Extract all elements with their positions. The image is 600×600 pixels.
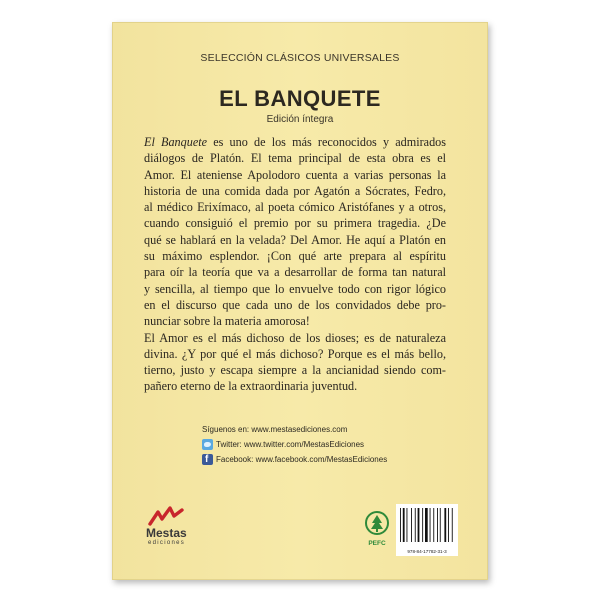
mestas-swoosh-icon	[148, 506, 188, 528]
blurb-p1-line: en el discurso que cada uno de los convidados debe pro-	[144, 297, 446, 312]
pefc-label: PEFC	[368, 540, 386, 547]
barcode-bar	[433, 508, 434, 542]
barcode-bar	[444, 508, 446, 542]
website-text: Síguenos en: www.mestasediciones.com	[202, 425, 348, 434]
blurb-p1-line: El Banquete es uno de los más reconocidos y admirados	[144, 135, 447, 149]
facebook-text: Facebook: www.facebook.com/MestasEdiciones	[216, 455, 388, 464]
barcode-bar	[430, 508, 431, 542]
barcode-bar	[418, 508, 420, 542]
barcode-bar	[407, 508, 408, 542]
book-back-cover	[112, 22, 488, 580]
barcode-bars	[396, 504, 458, 546]
publisher-logo	[146, 506, 206, 556]
blurb-p1-line: y sencilla, al tiempo que lo envuelve todo con rigor lógico	[144, 281, 446, 296]
blurb-p2-line: El Amor es el más dichoso de los dioses; es de naturaleza	[144, 330, 446, 345]
blurb-p2-line: divina. ¿Y por qué el más dichoso? Porque es el más bello,	[144, 346, 446, 361]
blurb-paragraph-2	[144, 330, 446, 395]
twitter-line[interactable]	[202, 437, 387, 452]
publisher-sub: ediciones	[148, 540, 186, 546]
barcode-bar	[400, 508, 401, 542]
blurb-p1-line: nunciar sobre la materia amorosa!	[144, 314, 310, 329]
barcode-bar	[403, 508, 405, 542]
blurb-p1-line: historia de una comida dada por Agatón a Sócrates, Fedro,	[144, 183, 446, 198]
barcode	[396, 504, 458, 556]
twitter-text: Twitter: www.twitter.com/MestasEdiciones	[216, 440, 365, 449]
edition-label: Edición íntegra	[266, 114, 334, 125]
blurb-p1-line: Amor. El ateniense Apolodoro cuenta a varias personas la	[144, 167, 446, 182]
blurb-p1-line: al médico Erixímaco, al poeta cómico Aristófanes y a otros,	[144, 200, 446, 215]
blurb-p1-line: qué se hablará en la velada? Del Amor. He aquí a Platón en	[144, 232, 446, 247]
facebook-icon: f	[202, 454, 213, 465]
barcode-bar	[437, 508, 438, 542]
website-line[interactable]	[202, 422, 387, 437]
blurb-p2-line: pañero eterno de la extraordinaria juventud.	[144, 379, 358, 394]
barcode-bar	[415, 508, 416, 542]
blurb-text	[144, 134, 446, 395]
blurb-italic-title: El Banquete	[144, 135, 208, 149]
blurb-paragraph-1	[144, 134, 446, 330]
series-label: SELECCIÓN CLÁSICOS UNIVERSALES	[200, 52, 400, 64]
barcode-bar	[425, 508, 428, 542]
barcode-bar	[440, 508, 441, 542]
book-title: EL BANQUETE	[219, 86, 381, 111]
publisher-name: Mestas	[146, 526, 187, 540]
facebook-line[interactable]	[202, 452, 387, 467]
pefc-tree-icon	[364, 510, 390, 538]
blurb-p1-line: su máximo esplendor. ¡Con qué arte prepara al espíritu	[144, 249, 446, 264]
blurb-p1-line: cuando consiguió el premio por su primera tragedia. ¿De	[144, 216, 446, 231]
blurb-p1-line: para oír la teoría que va a desarrollar de forma tan natural	[144, 265, 446, 280]
pefc-logo	[364, 510, 390, 552]
blurb-p2-line: tierno, justo y escapa siempre a la ancianidad siendo com-	[144, 363, 446, 378]
twitter-icon	[202, 439, 213, 450]
blurb-p1-line: diálogos de Platón. El tema principal de esta obra es el	[144, 151, 446, 166]
barcode-bar	[452, 508, 453, 542]
barcode-bar	[448, 508, 449, 542]
social-links	[202, 422, 387, 467]
isbn-text: 978-84-17782-31-3	[407, 549, 447, 554]
barcode-bar	[411, 508, 412, 542]
barcode-bar	[422, 508, 423, 542]
